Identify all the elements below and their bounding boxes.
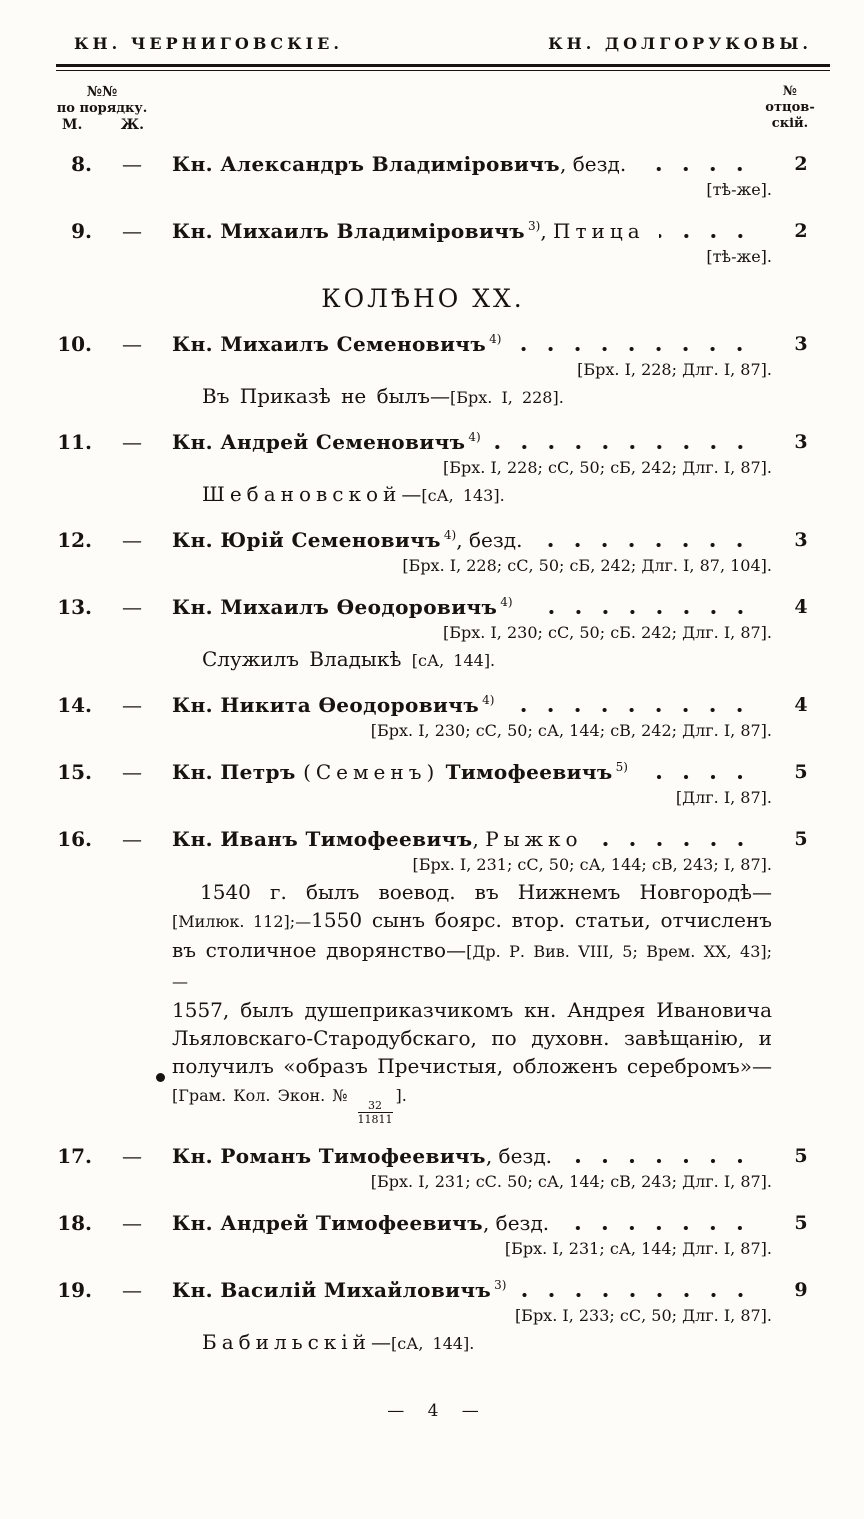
order-number-caption: по порядку. [56,101,148,116]
female-column-dash: — [122,595,142,619]
entry-order-number: 18. [57,1211,92,1235]
source-reference: [Брх. I, 233; сС, 50; Длг. I, 87]. [514,1306,772,1325]
fraction-numerator: 32 [358,1100,393,1113]
genealogy-entry [56,1277,830,1357]
female-column-dash: — [122,1278,142,1302]
column-headers [56,84,830,133]
name-text-segment: Бабильскій [202,1330,372,1354]
name-text-segment: Кн. Петръ [172,760,304,784]
name-text-segment: , безд. [456,528,523,552]
name-text-segment: Кн. Романъ Тимофеевичъ [172,1144,486,1168]
female-column-dash: — [122,693,142,717]
name-text-segment: , [472,827,486,851]
header-double-rule [56,64,830,71]
dot-leader [508,707,764,713]
dot-leader [566,1158,764,1164]
entry-name-line [172,826,772,853]
paragraph-line [172,1052,772,1080]
running-head-right: КН. ДОЛГОРУКОВЫ. [548,34,812,53]
inline-source-reference: [Милюк. 112];— [172,912,312,931]
inline-source-reference: [сА, 143]. [421,486,505,505]
female-column-dash: — [122,219,142,243]
paragraph-line [172,1080,772,1125]
person-name [172,331,501,358]
footnote-marker: 5) [615,760,628,775]
source-reference: [тѣ-же]. [706,180,772,199]
footnote-marker: 4) [489,332,502,347]
entry-name-line [172,594,772,621]
name-text-segment: Кн. Михаилъ Семеновичъ [172,332,487,356]
inline-source-reference: [Др. Р. Вив. VIII, 5; Врем. XX, 43];— [172,942,773,991]
dot-leader [597,841,764,847]
dot-leader [536,542,764,548]
name-text-segment: Кн. Александръ Владиміровичъ [172,152,561,176]
entry-order-number: 11. [57,430,92,454]
female-column-dash: — [122,1144,142,1168]
father-number-sign: № [782,84,798,99]
female-column-dash: — [122,827,142,851]
genealogy-entry [56,1210,830,1259]
name-text-segment: Кн. Василій Михайловичъ [172,1278,492,1302]
entry-order-number: 19. [57,1278,92,1302]
entry-name-line [172,759,772,786]
footnote-marker: 3) [528,219,541,234]
name-text-segment: Кн. Юрій Семеновичъ [172,528,441,552]
inline-source-reference: [Грам. Кол. Экон. № [172,1086,355,1105]
footnote-marker: 4) [443,528,457,543]
entry-name-line [172,1143,772,1170]
name-text-segment: Птица [553,219,645,243]
name-text-segment: Кн. Никита Ѳеодоровичъ [172,693,480,717]
person-name [172,692,494,719]
dot-leader [527,609,764,615]
male-column-label: М. [62,117,83,133]
source-reference: [Брх. I, 230; сС, 50; сА, 144; сВ, 242; Длг. I, 87]. [370,721,772,740]
genealogy-entry [56,331,830,411]
name-text-segment: получилъ «образъ Пречистыя, обложенъ серебромъ»— [172,1054,772,1078]
paragraph-line [172,878,772,906]
person-name [172,1277,507,1304]
genealogy-entry [56,594,830,674]
inline-source-reference: ]. [395,1086,407,1105]
genealogy-entry [56,759,830,808]
dot-leader [563,1225,764,1231]
female-column-dash: — [122,332,142,356]
name-text-segment: , безд. [485,1144,553,1168]
entry-name-line [172,151,772,178]
person-name [172,594,513,621]
entry-order-number: 12. [57,528,92,552]
name-text-segment: въ столичное дворянство— [172,938,467,962]
father-number-column-header [758,84,822,133]
name-text-segment: Кн. Андрей Семеновичъ [172,430,466,454]
entry-note [172,383,772,411]
entry-note [172,1329,772,1357]
name-text-segment: Кн. Михаилъ Ѳеодоровичъ [172,595,498,619]
name-text-segment: , безд. [560,152,627,176]
genealogy-entry [56,527,830,576]
generation-heading: КОЛѢНО XX. [321,284,525,313]
dot-leader [659,233,764,239]
person-name [172,826,583,853]
father-number-caption-1: отцов- [765,100,815,115]
entry-name-line [172,527,772,554]
entry-name-line [172,218,772,245]
father-number: 3 [794,431,808,453]
genealogy-entry [56,692,830,741]
genealogy-entry [56,151,830,200]
inline-source-reference: [сА, 144]. [391,1334,475,1353]
entry-order-number: 17. [57,1144,92,1168]
entry-name-line [172,331,772,358]
father-number: 3 [794,529,808,551]
entry-order-number: 13. [57,595,92,619]
dot-leader [515,346,764,352]
name-text-segment: 1557, былъ душеприказчикомъ кн. Андрея Ивановича [172,998,772,1022]
father-number: 3 [794,333,808,355]
order-number-column-header [56,84,148,133]
source-reference: [Брх. I, 230; сС, 50; сБ. 242; Длг. I, 87]. [443,623,772,642]
entry-name-line [172,1277,772,1304]
footnote-marker: 3) [494,1278,507,1293]
father-number-caption-2: скій. [771,116,809,131]
genealogy-entry [56,218,830,267]
name-text-segment: Тимофеевичъ [445,760,613,784]
source-reference: [Брх. I, 231; сС. 50; сА, 144; сВ, 243; Длг. I, 87]. [370,1172,772,1191]
biography-paragraph [172,878,772,1125]
source-reference: [Брх. I, 231; сА, 144; Длг. I, 87]. [504,1239,772,1258]
female-column-dash: — [122,430,142,454]
person-name [172,218,645,245]
name-text-segment: , [540,219,554,243]
paragraph-line [172,936,772,996]
genealogy-entry [56,1143,830,1192]
father-number: 9 [794,1279,808,1301]
father-number: 4 [794,596,808,618]
entry-order-number: 8. [71,152,92,176]
inline-source-reference: [Брх. I, 228]. [450,388,564,407]
person-name [172,1210,549,1237]
running-head-left: КН. ЧЕРНИГОВСКІЕ. [74,34,343,53]
female-column-dash: — [122,1211,142,1235]
running-heads [56,34,830,53]
father-number: 5 [794,1145,808,1167]
name-text-segment: Льяловскаго-Стародубскаго, по духовн. завѣщанію, и [172,1026,772,1050]
source-reference: [Брх. I, 231; сС, 50; сА, 144; сВ, 243; I, 87]. [412,855,772,874]
female-column-dash: — [122,528,142,552]
person-name [172,527,522,554]
dot-leader [495,444,764,450]
name-text-segment: 1540 г. былъ воевод. въ Нижнемъ Новгородѣ— [200,880,772,904]
female-column-dash: — [122,760,142,784]
father-number: 5 [794,761,808,783]
fraction-denominator: 11811 [357,1113,393,1126]
name-text-segment: — [401,482,422,506]
name-text-segment: Служилъ Владыкѣ [202,647,412,671]
name-text-segment: Кн. Андрей Тимофеевичъ [172,1211,483,1235]
person-name [172,151,626,178]
female-column-label: Ж. [120,117,144,133]
entry-name-line [172,1210,772,1237]
footnote-marker: 4) [482,693,495,708]
entry-name-line [172,429,772,456]
name-text-segment: (Семенъ) [303,760,440,784]
footnote-marker: 4) [500,595,513,610]
name-text-segment: Кн. Иванъ Тимофеевичъ [172,827,473,851]
entry-order-number: 14. [57,693,92,717]
source-reference: [Брх. I, 228; Длг. I, 87]. [577,360,772,379]
dot-leader [521,1292,765,1298]
genealogy-entry [56,429,830,509]
name-text-segment: — [371,1330,392,1354]
entry-order-number: 16. [57,827,92,851]
paragraph-line [172,906,772,936]
order-number-sign: №№ [86,84,118,100]
footnote-marker: 4) [468,430,481,445]
name-text-segment: , безд. [482,1211,550,1235]
person-name [172,759,628,786]
father-number: 5 [794,828,808,850]
father-number: 2 [794,153,808,175]
page-number: — 4 — [387,1401,479,1421]
female-column-dash: — [122,152,142,176]
archive-number-fraction [358,1100,393,1125]
entries-list [56,151,830,1357]
entry-order-number: 15. [57,760,92,784]
ink-spot [156,1073,165,1082]
entry-name-line [172,692,772,719]
paragraph-line [172,996,772,1024]
dot-leader [640,166,764,172]
entry-note [172,646,772,674]
person-name [172,1143,552,1170]
name-text-segment: Рыжко [485,827,583,851]
dot-leader [642,774,764,780]
father-number: 5 [794,1212,808,1234]
entry-order-number: 9. [71,219,92,243]
paragraph-line [172,1024,772,1052]
source-reference: [тѣ-же]. [706,247,772,266]
name-text-segment: Шебановской [202,482,402,506]
father-number: 4 [794,694,808,716]
source-reference: [Длг. I, 87]. [675,788,772,807]
name-text-segment: Въ Приказѣ не былъ— [202,384,451,408]
father-number: 2 [794,220,808,242]
name-text-segment: 1550 сынъ боярс. втор. статьи, отчисленъ [311,908,772,932]
source-reference: [Брх. I, 228; сС, 50; сБ, 242; Длг. I, 87, 104]. [402,556,772,575]
entry-note [172,481,772,509]
name-text-segment: Кн. Михаилъ Владиміровичъ [172,219,525,243]
genealogy-entry [56,826,830,1125]
source-reference: [Брх. I, 228; сС, 50; сБ, 242; Длг. I, 87]. [443,458,772,477]
entry-order-number: 10. [57,332,92,356]
inline-source-reference: [сА, 144]. [411,651,496,670]
person-name [172,429,481,456]
